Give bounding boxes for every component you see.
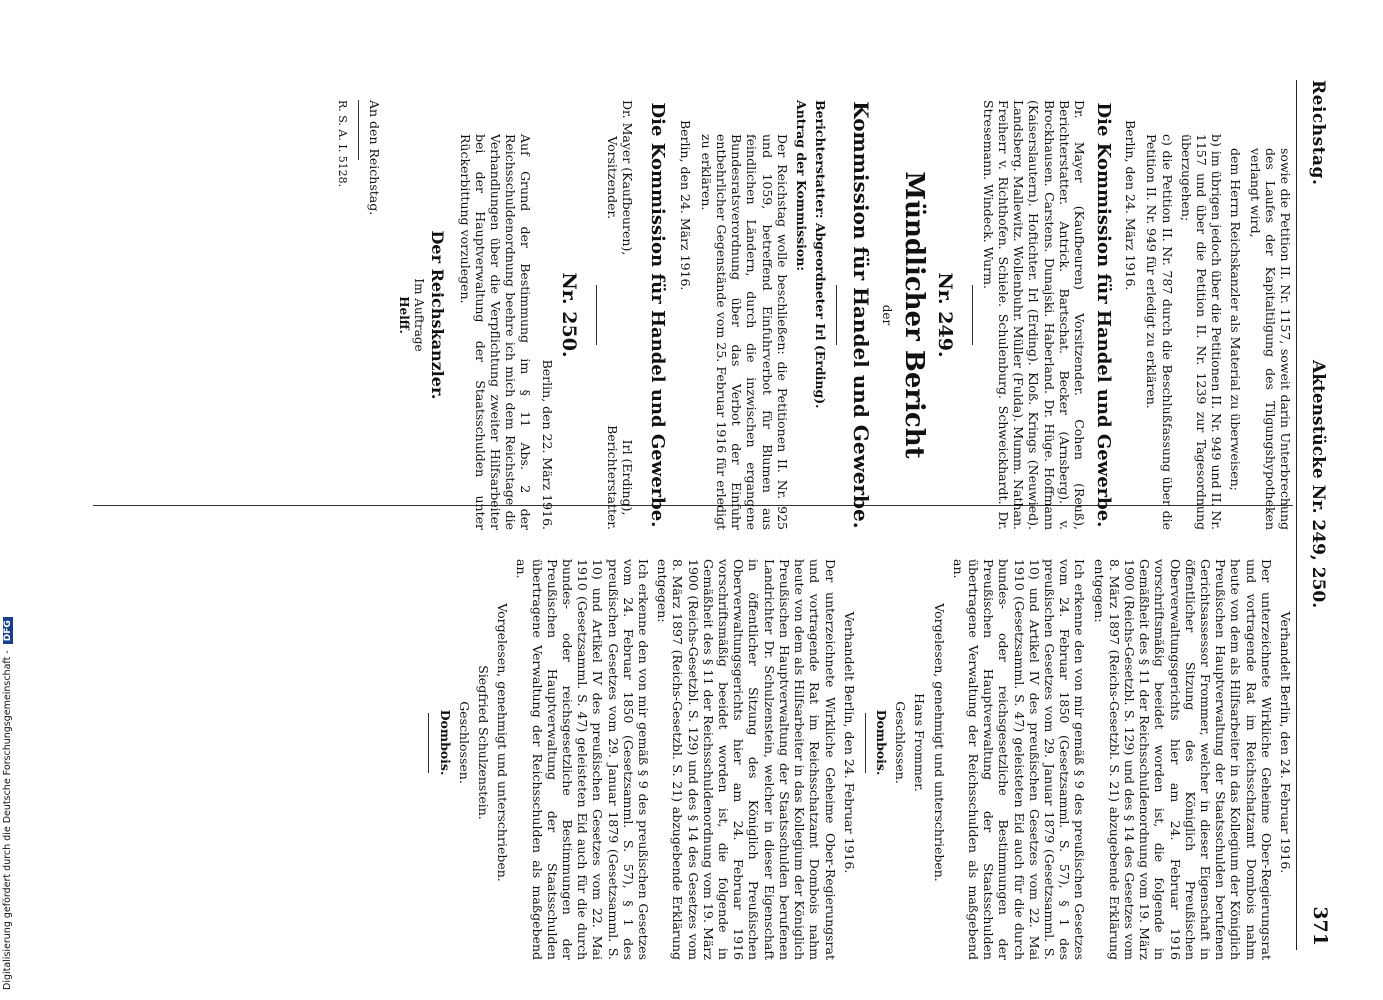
signature-chair [605,100,635,255]
signer-frommer: Hans Frommer. [912,693,928,792]
chancellor-signature: Der Reichskanzler. [428,230,448,400]
report-der: der [880,304,895,326]
commission-title-2: Die Kommission für Handel und Gewerbe. [647,102,669,528]
protocol-date-1: Verhandelt Berlin, den 24. Februar 1916. [1278,611,1293,874]
footnote-rule [358,100,359,160]
on-behalf: Im Auftrage [412,278,427,352]
number-249: Nr. 249. [933,272,956,358]
dfg-logo: DFG [3,617,13,644]
reference-number: R. S. A. I. 5128. [335,100,349,188]
left-column [330,100,1293,530]
signer-dombois-1: Dombois. [873,709,889,776]
signer-dombois-2: Dombois. [437,709,453,776]
end-rule [428,713,429,773]
chair-name: Dr. Mayer (Kaufbeuren), [620,100,636,256]
protocol-date-2: Verhandelt Berlin, den 24. Februar 1916. [841,611,857,874]
protocol-1-text: Der unterzeichnete Wirkliche Geheime Ober-Regierungsrat und vortragende Rat im Reichsschatzamt Dombois nahm heute von dem als Hilfsarbeiter in das Kollegium der Königlich Preußischen Hauptverwaltung der Staatsschulden berufenen Gerichtsassessor Frommer, welcher in dieser Eigenschaft in öffentlicher Sitzung des Königlich Preußischen Oberverwaltungsgerichts hier am 24. Februar 1916 vorschriftsmäßig beeidet worden ist, die folgende in Gemäßheit des § 11 der Reichsschuldenordnung vom 19. März 1900 (Reichs-Gesetzbl. S. 129) und des § 14 des Gesetzes vom 8. März 1897 (Reichs-Gesetzbl. S. 21) abzugebende Erklärung entgegen: [1091,559,1274,960]
date-1: Berlin, den 24. März 1916. [1123,120,1139,291]
intro-text: sowie die Petition II. Nr. 1157, soweit darin Unterbrechung des Laufes der Kapitaltilgung des Tilgungshypotheken verlangt wird, [1247,148,1293,530]
read-approved-1: Vorgelesen, genehmigt und unterschrieben. [931,603,947,882]
closed-1: Geschlossen. [893,701,909,784]
nr250-body: Auf Grund der Bestimmung im § 11 Abs. 2 der Reichsschuldenordnung beehre ich mich dem Reichstage die Verhandlungen über die Verpflichtung zweiter Hilfsarbeiter bei der Hauptverwaltung der Staatsschulden unter Rückerbittung vorzulegen. [457,134,534,530]
closed-2: Geschlossen. [456,701,472,784]
date-2: Berlin, den 24. März 1916. [677,120,693,291]
intro-text-2: dem Herrn Reichskanzler als Material zu überweisen; [1228,148,1244,491]
page-number: 371 [1309,906,1331,946]
item-b: b) im übrigen jedoch über die Petitionen II. Nr. 949 und II. Nr. 1157 und über die Petition II. Nr. 1239 zur Tagesordnung überzugehen; [1178,134,1225,530]
motion-heading: Antrag der Kommission: [793,100,809,271]
protocol-2-text: Der unterzeichnete Wirkliche Geheime Ober-Regierungsrat und vortragende Rat im Reichsschatzamt Dombois nahm heute von dem als Hilfsarbeiter in das Kollegium der Königlich Preußischen Hauptverwaltung der Staatsschulden berufenen Landrichter Dr. Schulzenstein, welcher in dieser Eigenschaft in öffentlicher Sitzung des Königlich Preußischen Oberverwaltungsgerichts hier am 24. Februar 1916 vorschriftsmäßig beeidet worden ist, die folgende in Gemäßheit des § 11 der Reichsschuldenordnung vom 19. März 1900 (Reichs-Gesetzbl. S. 129) und des § 14 des Gesetzes vom 8. März 1897 (Reichs-Gesetzbl. S. 21) abzugebende Erklärung entgegen: [655,559,838,960]
section-rule-3 [596,285,597,345]
signer-schulzenstein: Siegfried Schulzenstein. [476,665,492,820]
report-title: Mündlicher Bericht [899,171,930,459]
signature-row [605,100,635,530]
motion-body: Der Reichstag wolle beschließen: die Petitionen II. Nr. 925 und 1059, betreffend Einfuhrverbot für Blumen aus feindlichen Ländern, durch die inzwischen ergangene Bundesratsverordnung über das Verbot der Einfuhr entbehrlicher Gegenstände vom 25. Februar 1916 für erledigt zu erklären. [698,134,790,530]
page-header [1296,80,1333,950]
rapporteur: Berichterstatter: Abgeordneter Irl (Erding). [813,100,829,409]
banner-text: Digitalisierung gefördert durch die Deutsche Forschungsgemeinschaft - [2,650,13,990]
addressee: An den Reichstag. [366,100,382,216]
read-approved-2: Vorgelesen, genehmigt und unterschrieben. [495,603,511,882]
rapporteur-role: Berichterstatter. [605,425,621,530]
header-title: Aktenstücke Nr. 249, 250. [1308,360,1328,609]
right-column [420,525,1293,960]
oath-declaration-2: Ich erkenne den von mir gemäß § 9 des preußischen Gesetzes vom 24. Februar 1850 (Gesetzsamml. S. 57), § 1 des preußischen Gesetzes vom 29. Januar 1879 (Gesetzsamml. S. 10) und Artikel IV des preußischen Gesetzes vom 22. Mai 1910 (Gesetzsamml. S. 47) geleisteten Eid auch für die durch bundes- oder reichsgesetzliche Bestimmungen der Preußischen Hauptverwaltung der Staatsschulden übertragene Verwaltung der Reichsschulden als maßgebend an. [514,559,652,960]
signature-rapporteur [605,425,635,530]
oath-declaration-1: Ich erkenne den von mir gemäß § 9 des preußischen Gesetzes vom 24. Februar 1850 (Gesetzsamml. S. 57), § 1 des preußischen Gesetzes vom 29. Januar 1879 (Gesetzsamml. S. 10) und Artikel IV des preußischen Gesetzes vom 22. Mai 1910 (Gesetzsamml. S. 47) geleisteten Eid auch für die durch bundes- oder reichsgesetzliche Bestimmungen der Preußischen Hauptverwaltung der Staatsschulden übertragene Verwaltung der Reichsschulden als maßgebend an. [950,559,1088,960]
item-c: c) die Petition II. Nr. 787 durch die Beschlußfassung über die Petition II. Nr. 949 für erledigt zu erklären. [1144,134,1175,530]
commission-members: Dr. Mayer (Kaufbeuren) Vorsitzender. Cohen (Reuß), Berichterstatter. Antrick. Bartschat. Becker (Arnsberg). v. Brockhausen. Carstens. Dunajski. Haberland. Dr. Hüge. Hoffmann (Kaiserslautern). Hoftichter. Irl (Erding). Kloß. Krings (Neuwied). Landsberg. Mallewitz. Wollenbuhr. Müller (Fulda). Mumm. Nathan. Freiherr v. Richthofen. Schiele. Schulenburg. Schweickhardt. Dr. Stresemann. Windeck. Wurm. [980,100,1087,530]
commission-title: Die Kommission für Handel und Gewerbe. [1092,102,1114,528]
date-3: Berlin, den 22. März 1916. [539,359,555,530]
section-rule [972,285,973,345]
protocol-rule [865,713,866,773]
rapporteur-name: Irl (Erding), [620,439,636,516]
report-commission: Kommission für Handel und Gewerbe. [849,101,874,529]
chair-role: Vorsitzender. [605,136,621,220]
number-250: Nr. 250. [557,272,580,358]
section-rule-2 [836,285,837,345]
header-left: Reichstag. [1308,80,1328,186]
signer-helff: Helff. [397,296,412,334]
